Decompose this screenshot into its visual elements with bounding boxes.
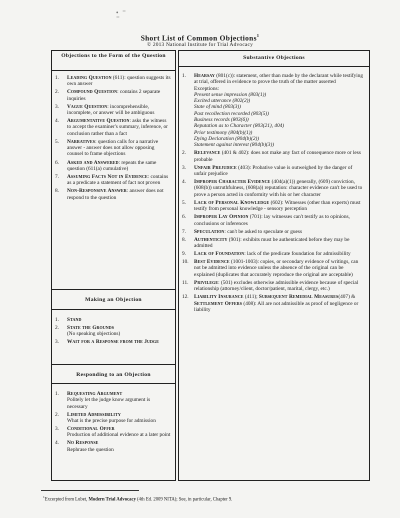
objection-term: Authenticity [194, 236, 228, 243]
objection-term: Stand [67, 317, 82, 323]
item-body [67, 440, 175, 453]
hearsay-exception: Dying Declaration (804(b)(2)) [194, 135, 260, 142]
objection-term: Improper Character Evidence [194, 179, 271, 186]
title-footnote-mark: 1 [256, 33, 260, 38]
form-objections-header: Objections to the Form of the Question [52, 51, 175, 71]
hearsay-exception: Past recollection recorded (803(5)) [194, 110, 269, 117]
hearsay-exception: Business records (803(6)) [194, 117, 249, 124]
objection-term: Assuming Facts Not in Evidence [67, 173, 148, 180]
section-divider [52, 383, 175, 384]
hearsay-exception: Present sense impression (803(1)) [194, 91, 267, 98]
objection-term: Best Evidence [194, 259, 230, 266]
item-body [67, 89, 175, 102]
item-note: Production of additional evidence at a later point [67, 432, 171, 439]
objection-term: Liability Insurance [194, 294, 244, 301]
exceptions-label: Exceptions: [194, 85, 220, 92]
objection-description: (411); [243, 294, 259, 301]
item-body [67, 317, 175, 323]
list-item [179, 73, 369, 149]
hearsay-exception: Excited utterance (802(2)) [194, 98, 251, 105]
footnote-text: Excerpted from Lubet, [44, 497, 89, 503]
item-note: What is the precise purpose for admission [67, 417, 156, 424]
objection-description: (1001-1003): copies, or secondary evidence of writings, can not be admitted into evidence unless the absence of the original can be explained (duplicates that accurately reproduce the original are acceptable) [194, 259, 359, 278]
item-body [194, 165, 369, 178]
footnote-book-title: Modern Trial Advocacy [88, 497, 136, 503]
list-item [179, 229, 369, 235]
responding-objection-list [52, 391, 175, 455]
item-number: 7. [55, 173, 59, 180]
objection-description: (404(a)(1)) generally, (609) conviction, (608(b)) untruthfulness, (608(a)) reputation: character evidence can't be used to prove a person acted in conformity with his or her character [194, 179, 363, 198]
footnote-rule [41, 490, 139, 491]
objection-term: Hearsay [194, 73, 215, 79]
item-body [194, 200, 369, 213]
objection-term: Improper Lay Opinion [194, 214, 249, 221]
item-number: 3. [55, 339, 59, 346]
item-body [194, 73, 369, 149]
item-body [194, 214, 369, 227]
item-body [67, 160, 175, 173]
list-item [52, 325, 175, 338]
item-body [194, 229, 369, 235]
making-objection-list [52, 317, 175, 348]
objection-description: : can't be asked to speculate or guess [224, 228, 303, 235]
objection-description: (407) & [338, 294, 356, 301]
hearsay-exception: Prior testimony (804(b)(1)) [194, 129, 253, 136]
substantive-objections-list [179, 73, 369, 315]
objection-term: Lack of Personal Knowledge [194, 199, 270, 206]
title-text: Short List of Common Objections [140, 33, 257, 43]
item-number: 2. [55, 411, 59, 418]
objection-term: Subsequent Remedial Measures [258, 294, 339, 301]
objection-term: Unfair Prejudice [194, 164, 237, 171]
list-item [179, 214, 369, 227]
list-item [52, 339, 175, 345]
item-number: 9. [182, 251, 186, 258]
item-body [194, 237, 369, 250]
objection-description: : contains 2 separate inquiries [67, 89, 161, 102]
item-number: 1. [182, 73, 186, 79]
list-item [179, 179, 369, 198]
item-number: 1. [55, 75, 59, 81]
item-number: 1. [55, 391, 59, 397]
item-body [194, 294, 369, 313]
list-item [179, 150, 369, 163]
item-number: 5. [55, 138, 59, 145]
item-body [67, 325, 175, 338]
objection-term: Leading Question [67, 75, 112, 81]
list-item [179, 165, 369, 178]
objection-term: Compound Question [67, 89, 118, 96]
item-number: 4. [55, 118, 59, 125]
list-item [52, 317, 175, 323]
punch-hole-mark: • ⁼ ⁼ [116, 9, 127, 23]
section-divider [52, 364, 175, 365]
list-item [52, 174, 175, 187]
section-divider [52, 309, 175, 310]
item-number: 3. [55, 103, 59, 110]
list-item [179, 251, 369, 257]
objection-description: (801(c)): statement, other than made by the declarant while testifying at trial, offered in evidence to prove the truth of the matter asserted [194, 73, 364, 86]
item-body [67, 75, 175, 88]
objection-description: : repeats the same question (611(a) cumulative) [67, 159, 157, 172]
objection-description: : question calls for a narrative answer - answer does not allow opposing counsel to frame objections [67, 138, 159, 158]
item-number: 2. [182, 150, 186, 157]
objection-term: Lack of Foundation [194, 251, 245, 258]
objection-term: Conditional Offer [67, 426, 115, 433]
hearsay-exception: Reputation as to Character (803(21), 404) [194, 123, 285, 130]
substantive-objections-header: Substantive Objections [179, 51, 369, 67]
item-body [67, 188, 175, 201]
footnote-mark: 1 [43, 495, 45, 499]
item-number: 8. [55, 188, 59, 195]
objection-term: Settlement Offers [194, 300, 243, 307]
objection-description: (611): question suggests its own answer [67, 75, 171, 88]
objection-description: (602): Witnesses (other than experts) must testify from personal knowledge - sensory perception [194, 199, 361, 213]
item-body [194, 259, 369, 278]
hearsay-exception: Statement against interest (804(b)(3)) [194, 142, 274, 149]
objection-description: (901): exhibits must be authenticated before they may be admitted [194, 236, 350, 249]
item-note: Rephrase the question [67, 446, 114, 453]
form-objections-list [52, 75, 175, 203]
objection-description: (701): lay witnesses can't testify as to opinions, conclusions or inferences [194, 214, 350, 227]
item-number: 2. [55, 325, 59, 332]
hearsay-exception: State of mind (803(3)) [194, 104, 241, 111]
item-number: 4. [55, 440, 59, 447]
objection-term: Speculation [194, 228, 225, 235]
objection-term: Relevance [194, 150, 221, 157]
item-body [67, 412, 175, 425]
list-item [52, 412, 175, 425]
document-subtitle: © 2013 National Institute for Trial Advocacy [146, 42, 254, 48]
footnote [43, 494, 373, 504]
item-body [194, 251, 369, 257]
item-number: 8. [182, 236, 186, 243]
objection-term: Asked and Answered [67, 159, 119, 166]
list-item [52, 160, 175, 173]
item-body [67, 139, 175, 158]
item-body [194, 179, 369, 198]
objection-term: Wait for a Response from the Judge [67, 339, 160, 346]
list-item [52, 391, 175, 410]
objection-term: No Response [67, 440, 99, 447]
objection-description: (403): Probative value is outweighed by the danger of unfair prejudice [194, 164, 353, 178]
item-body [67, 339, 175, 345]
objection-term: Narratives [67, 138, 96, 145]
item-body [67, 104, 175, 117]
item-note: Politely let the judge know argument is necessary [67, 397, 151, 410]
item-number: 5. [182, 199, 186, 206]
list-item [52, 118, 175, 137]
item-number: 10. [182, 259, 189, 266]
objection-term: Vague Question [67, 103, 108, 110]
objection-description: : incomprehensible, incomplete, or answer will be ambiguous [67, 103, 155, 117]
list-item [52, 139, 175, 158]
item-body [194, 150, 369, 163]
making-objection-header: Making an Objection [85, 297, 142, 303]
objection-description: : answer does not respond to the question [67, 188, 164, 201]
list-item [179, 294, 369, 313]
list-item [52, 104, 175, 117]
list-item [52, 426, 175, 439]
list-item [179, 280, 369, 293]
objection-description: : (501) excludes otherwise admissible evidence because of special relationship (attorney/client, doctor/patient, marital, clergy, etc.) [194, 279, 359, 293]
item-number: 7. [182, 228, 186, 235]
objection-description: (401 & 402): does not make any fact of consequence more or less probable [194, 150, 361, 163]
item-number: 1. [55, 317, 59, 323]
objection-term: State the Grounds [67, 325, 115, 332]
item-body [194, 280, 369, 293]
responding-objection-header: Responding to an Objection [76, 372, 151, 378]
footnote-text-end: (4th Ed. 2009 NITA); See, in particular, Chapter 9. [135, 497, 233, 503]
list-item [52, 188, 175, 201]
list-item [52, 89, 175, 102]
list-item [52, 75, 175, 88]
objection-term: Requesting Argument [67, 391, 123, 397]
item-note: (No speaking objections) [67, 331, 121, 338]
list-item [179, 259, 369, 278]
item-number: 12. [182, 294, 189, 301]
item-number: 4. [182, 179, 186, 186]
list-item [179, 200, 369, 213]
item-body [67, 426, 175, 439]
objection-description: (408): All are not admissible as proof of negligence or liability [194, 300, 359, 313]
objection-term: Non-Responsive Answer [67, 188, 127, 195]
objection-description: : asks the witness to accept the examiner's summary, inference, or conclusion rather than a fact [67, 118, 168, 137]
item-number: 3. [55, 426, 59, 433]
item-body [67, 391, 175, 410]
item-body [67, 118, 175, 137]
list-item [179, 237, 369, 250]
list-item [52, 440, 175, 453]
item-number: 6. [55, 159, 59, 166]
section-divider [52, 289, 175, 290]
item-number: 11. [182, 279, 189, 286]
item-number: 3. [182, 164, 186, 171]
item-number: 6. [182, 214, 186, 221]
objection-term: Argumentative Question [67, 118, 130, 125]
item-body [67, 174, 175, 187]
objection-description: : lack of the predicate foundation for admissibility [244, 251, 351, 258]
left-column [51, 50, 176, 481]
objection-term: Limited Admissibility [67, 411, 121, 418]
item-number: 2. [55, 89, 59, 96]
objection-description: : contains as a predicate a statement of fact not proven [67, 173, 169, 187]
objection-term: Privilege [194, 279, 219, 286]
right-column [178, 50, 370, 481]
